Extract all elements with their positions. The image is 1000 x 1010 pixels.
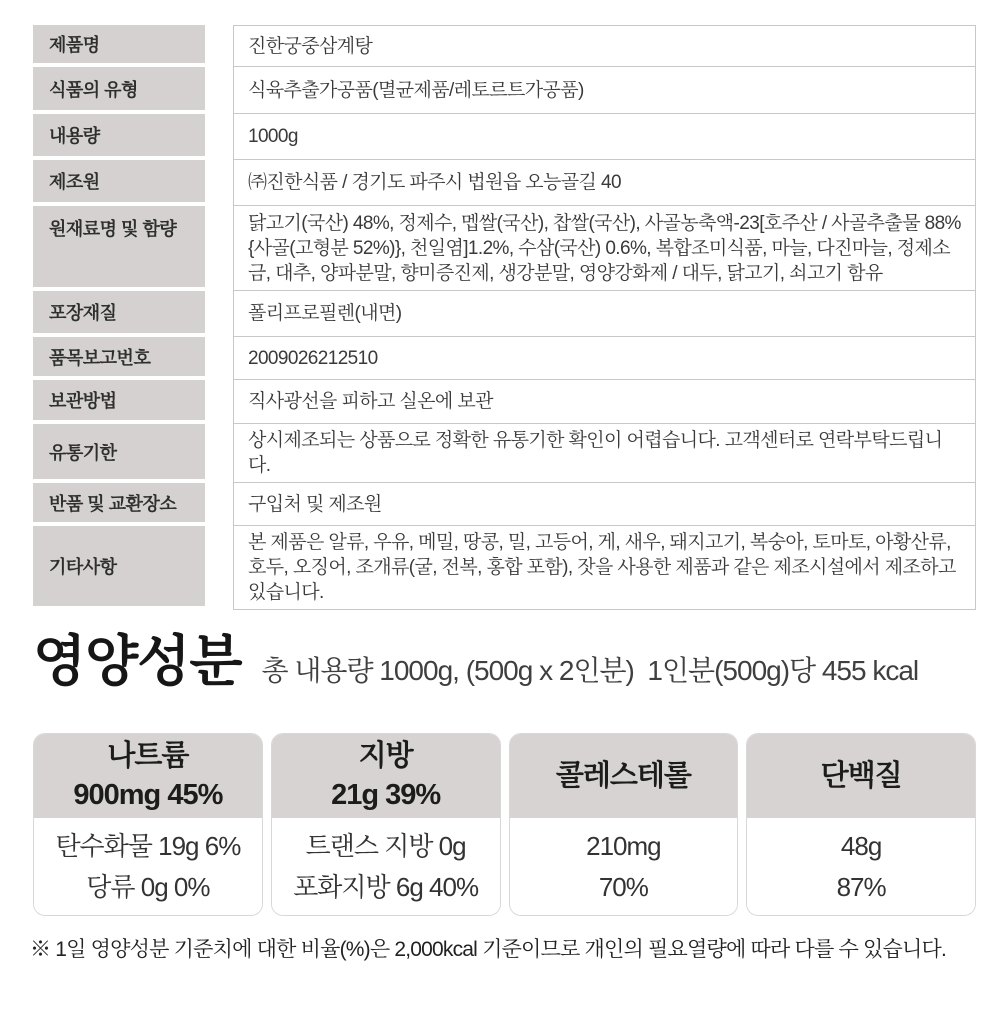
nutrition-box-fat: [271, 733, 501, 916]
table-row: [33, 526, 976, 610]
nutrient-name: 지방: [358, 740, 413, 772]
row-label-packaging: 포장재질: [33, 291, 205, 333]
row-value-manufacturer: ㈜진한식품 / 경기도 파주시 법원읍 오능골길 40: [233, 160, 976, 206]
nutrition-box-protein-body: [747, 818, 975, 915]
nutrition-box-fat-header: [272, 734, 500, 818]
nutrition-box-sodium-body: [34, 818, 262, 915]
nutrition-box-cholesterol-body: [510, 818, 738, 915]
row-label-ingredients: 원재료명 및 함량: [33, 206, 205, 287]
table-row: [33, 291, 976, 337]
nutrient-detail: 70%: [598, 871, 648, 902]
nutrition-footnote: ※ 1일 영양성분 기준치에 대한 비율(%)은 2,000kcal 기준이므로 개인의 필요열량에 따라 다를 수 있습니다.: [30, 938, 947, 961]
nutrition-header: [33, 628, 918, 694]
nutrition-boxes: [33, 733, 976, 916]
nutrient-name: 나트륨: [107, 740, 189, 772]
table-row: [33, 160, 976, 206]
nutrition-box-cholesterol-header: [510, 734, 738, 818]
nutrition-box-sodium: [33, 733, 263, 916]
row-value-other-info: 본 제품은 알류, 우유, 메밀, 땅콩, 밀, 고등어, 게, 새우, 돼지고기, 복숭아, 토마토, 아황산류, 호두, 오징어, 조개류(굴, 전복, 홍합 포함), 잣을 사용한 제품과 같은 제조시설에서 제조하고 있습니다.: [233, 526, 976, 610]
nutrient-detail: 트랜스 지방 0g: [305, 830, 466, 861]
table-row: [33, 67, 976, 114]
row-value-shelf-life: 상시제조되는 상품으로 정확한 유통기한 확인이 어렵습니다. 고객센터로 연락부탁드립니다.: [233, 424, 976, 483]
nutrition-subtitle: 총 내용량 1000g, (500g x 2인분) 1인분(500g)당 455 kcal: [261, 655, 919, 686]
row-value-ingredients: 닭고기(국산) 48%, 정제수, 멥쌀(국산), 찹쌀(국산), 사골농축액-23[호주산 / 사골추출물 88% {사골(고형분 52%)}, 천일염]1.2%, 수삼(국산) 0.6%, 복합조미식품, 마늘, 다진마늘, 정제소금, 대추, 양파분말, 향미증진제, 생강분말, 영양강화제 / 대두, 닭고기, 쇠고기 함유: [233, 206, 976, 291]
table-row: [33, 380, 976, 424]
table-row: [33, 483, 976, 526]
table-row: [33, 114, 976, 160]
table-row: [33, 424, 976, 483]
nutrient-amount: 21g 39%: [331, 779, 441, 811]
row-value-storage: 직사광선을 피하고 실온에 보관: [233, 380, 976, 424]
nutrition-title: 영양성분: [33, 630, 242, 692]
row-value-packaging: 폴리프로필렌(내면): [233, 291, 976, 337]
nutrient-detail: 당류 0g 0%: [86, 871, 210, 902]
row-label-shelf-life: 유통기한: [33, 424, 205, 479]
nutrient-detail: 48g: [840, 830, 882, 861]
row-value-report-number: 2009026212510: [233, 337, 976, 380]
table-row: [33, 206, 976, 291]
row-label-returns: 반품 및 교환장소: [33, 483, 205, 522]
nutrition-box-fat-body: [272, 818, 500, 915]
row-value-product-name: 진한궁중삼계탕: [233, 25, 976, 67]
nutrient-detail: 포화지방 6g 40%: [293, 871, 479, 902]
nutrition-box-protein-header: [747, 734, 975, 818]
table-row: [33, 337, 976, 380]
table-row: [33, 25, 976, 67]
nutrient-amount: 900mg 45%: [73, 779, 223, 811]
nutrient-detail: 87%: [836, 871, 886, 902]
row-label-product-name: 제품명: [33, 25, 205, 63]
product-info-table: [33, 25, 976, 610]
nutrition-box-cholesterol: [509, 733, 739, 916]
row-label-other-info: 기타사항: [33, 526, 205, 606]
nutrient-name: 단백질: [820, 759, 902, 792]
row-label-net-content: 내용량: [33, 114, 205, 156]
row-label-manufacturer: 제조원: [33, 160, 205, 202]
nutrient-detail: 210mg: [586, 830, 661, 861]
row-label-food-type: 식품의 유형: [33, 67, 205, 110]
nutrition-box-sodium-header: [34, 734, 262, 818]
row-value-net-content: 1000g: [233, 114, 976, 160]
nutrient-name: 콜레스테롤: [555, 759, 691, 792]
nutrient-detail: 탄수화물 19g 6%: [55, 830, 241, 861]
row-label-report-number: 품목보고번호: [33, 337, 205, 376]
nutrition-box-protein: [746, 733, 976, 916]
row-label-storage: 보관방법: [33, 380, 205, 420]
row-value-returns: 구입처 및 제조원: [233, 483, 976, 526]
row-value-food-type: 식육추출가공품(멸균제품/레토르트가공품): [233, 67, 976, 114]
